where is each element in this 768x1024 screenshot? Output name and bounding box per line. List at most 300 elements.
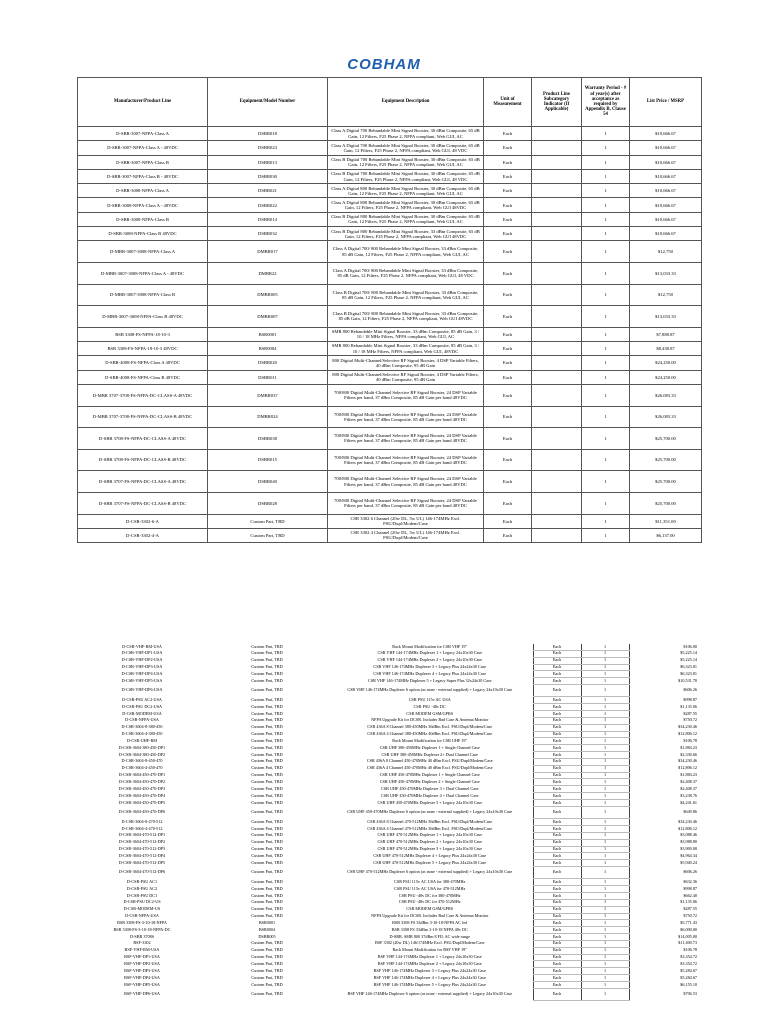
price-list-table xyxy=(77,77,702,543)
description-cell: CSR VHF 146-174MHz Duplexer 5 + Legacy Super Plus 32x24x30 Case xyxy=(368,677,492,683)
description-cell: CSR UHF 380-450MHz Duplexer 1 + Single Channel Case xyxy=(379,744,480,750)
warranty-cell: 1 xyxy=(581,657,629,664)
model-cell: Custom Part, TBD xyxy=(251,772,283,778)
manufacturer-cell: D-SBR 3707-FS-NFPA-DC-CLASS-B 48VDC xyxy=(78,492,208,514)
warranty-cell: 1 xyxy=(582,356,630,370)
warranty-cell: 1 xyxy=(581,961,629,968)
description-cell: CSR 436A 4 Channel 470-512MHz 36dBm Excl. PSU/Dupl/Modem/Case xyxy=(367,825,493,831)
model-cell: Custom Part, TBD xyxy=(251,852,283,858)
warranty-cell: 1 xyxy=(582,342,630,356)
description-cell: CSR UHF 470-512MHz Duplexer 5 + Legacy Plus 24x24x30 Case xyxy=(373,859,487,865)
model-cell: Custom Part, TBD xyxy=(251,696,283,702)
unit-cell: Each xyxy=(484,284,532,306)
price-cell: $2,330.66 xyxy=(680,751,697,757)
manufacturer-cell: D-CSR-MODEM-US xyxy=(123,906,161,912)
manufacturer-cell: D-SBR-4008-FS-NFPA-Class A 48VDC xyxy=(78,356,208,370)
warranty-cell: 1 xyxy=(581,940,629,947)
manufacturer-cell: D-MBR-3007-3008-NFPA-Class A - 48VDC xyxy=(78,262,208,284)
warranty-cell: 1 xyxy=(582,141,630,155)
manufacturer-cell: D-MBR 3707-3708-FS-NFPA-DC-CLASS-B 48VDC xyxy=(78,406,208,428)
unit-cell: Each xyxy=(533,724,581,731)
list-item xyxy=(77,758,701,765)
model-cell: Custom Part, TBD xyxy=(251,792,283,798)
model-cell: Custom Part, TBD xyxy=(251,670,283,676)
manufacturer-cell: D-MBR-3007-3008-NFPA-Class B xyxy=(78,284,208,306)
model-cell: DSBR022 xyxy=(208,198,328,212)
unit-cell: Each xyxy=(533,920,581,927)
manufacturer-cell: D-CSR-PSU DC1 xyxy=(126,892,158,898)
model-cell: Custom Part, TBD xyxy=(251,899,283,905)
manufacturer-cell: D-CSR-3604-450-470-DP3 xyxy=(118,785,166,791)
header-price: List Price / MSRP xyxy=(630,78,702,127)
price-cell: $25,700.00 xyxy=(630,428,702,450)
price-cell: $12,806.12 xyxy=(678,765,697,771)
model-cell: Custom Part, TBD xyxy=(251,974,283,980)
warranty-cell: 1 xyxy=(581,752,629,759)
description-cell: BSF VHF 144-174MHz Duplexer 2 + Legacy 24x10x30 Case xyxy=(377,961,482,966)
manufacturer-cell: D-CSR-3302-4-A xyxy=(78,528,208,542)
price-cell: $5,225.14 xyxy=(680,657,697,663)
description-cell: CSR 436A 4 Channel 380-450MHz 40dBm Excl. PSU/Dupl/Modem/Case xyxy=(367,731,493,737)
manufacturer-cell: BSF-VHF-DP1-USA xyxy=(124,954,160,960)
model-cell: Custom Part, TBD xyxy=(251,892,283,898)
model-cell: DSBR014 xyxy=(208,212,328,226)
model-cell: DSBR018 xyxy=(208,127,328,141)
price-cell: $5,225.14 xyxy=(680,650,697,656)
header-unit: Unit of Measurement xyxy=(484,78,532,127)
model-cell: Custom Part, TBD xyxy=(251,859,283,865)
price-cell: $649.86 xyxy=(683,809,697,815)
manufacturer-cell: D-MBR-3007-3008-NFPA-Class A xyxy=(78,241,208,263)
warranty-cell: 1 xyxy=(582,306,630,328)
manufacturer-cell: D-CSR-3604-470-512-DP5 xyxy=(118,859,166,865)
list-item xyxy=(77,940,701,947)
price-cell: $4,241.61 xyxy=(680,799,697,805)
manufacturer-cell: D-CSR-PSU DC2-US xyxy=(123,899,161,905)
manufacturer-cell: D-CSR-NFPA-USA xyxy=(125,717,159,723)
model-cell: Custom Part, TBD xyxy=(251,869,283,875)
unit-cell: Each xyxy=(533,650,581,657)
unit-cell: Each xyxy=(533,758,581,765)
list-item xyxy=(77,793,701,800)
warranty-cell: 1 xyxy=(581,975,629,982)
description-cell: Class A Digital 700 Rebandable Mini Signal Booster, 30 dBm Composite, 65 dB Gain, 12 Filters, F25 Phase 2, NFPA compliant, Web GUI, AC xyxy=(328,127,484,141)
cobham-logo: COBHAM xyxy=(347,56,421,73)
table-row xyxy=(78,342,702,356)
description-cell: CSR 436A 8 Channel 380-450MHz 36dBm Excl. PSU/Dupl/Modem/Case xyxy=(367,724,493,730)
price-cell: $998.87 xyxy=(683,885,697,891)
subcategory-cell xyxy=(532,127,582,141)
unit-cell: Each xyxy=(533,968,581,975)
model-cell: Custom Part, TBD xyxy=(251,967,283,973)
price-cell: $287.55 xyxy=(683,710,697,716)
unit-cell: Each xyxy=(484,528,532,542)
list-item xyxy=(77,731,701,738)
manufacturer-cell: D-SBR-3008-NFPA-Class B 48VDC xyxy=(78,227,208,241)
manufacturer-cell: D-CSR-NFPA-USA xyxy=(125,913,159,919)
warranty-cell: 1 xyxy=(581,906,629,913)
description-cell: Class B Digital 800 Rebandable Mini Signal Booster, 33 dBm Composite, 65 dB Gain, 12 Filters, F25 Phase 2, NFPA compliant, Web GUI 48VDC xyxy=(328,227,484,241)
model-cell: DSBR015 xyxy=(208,449,328,471)
price-cell: $10,666.67 xyxy=(630,198,702,212)
warranty-cell: 1 xyxy=(582,428,630,450)
description-cell: Class B Digital 700 Rebandable Mini Signal Booster, 30 dBm Composite, 65 dB Gain, 12 Filters, F25 Phase 2, NFPA compliant, Web GUI, AC xyxy=(328,155,484,169)
unit-cell: Each xyxy=(533,697,581,704)
unit-cell: Each xyxy=(484,356,532,370)
warranty-cell: 1 xyxy=(581,806,629,818)
price-cell: $25,700.00 xyxy=(630,492,702,514)
model-cell: Custom Part, TBD xyxy=(251,846,283,852)
price-cell: $10,531.70 xyxy=(678,677,697,683)
unit-cell: Each xyxy=(484,184,532,198)
unit-cell: Each xyxy=(533,913,581,920)
warranty-cell: 1 xyxy=(581,731,629,738)
manufacturer-cell: D-CSR-VHF-DP2-USA xyxy=(121,657,163,663)
list-item xyxy=(77,772,701,779)
manufacturer-cell: D-CSR-3604-8-470-512 xyxy=(121,818,163,824)
price-cell: $34,230.46 xyxy=(678,724,697,730)
table-row xyxy=(78,155,702,169)
description-cell: NFPA Upgrade Kit for DCSR. Includes Bad Case & Antenna Monitor xyxy=(371,913,489,919)
manufacturer-cell: D-SBR 3708S xyxy=(129,933,155,939)
unit-cell: Each xyxy=(533,678,581,685)
description-cell: BSF VHF 146-174MHz Duplexer 6 option (as none - external supplied) + Legacy 24x10x30 Case xyxy=(347,991,512,997)
unit-cell: Each xyxy=(484,449,532,471)
warranty-cell: 1 xyxy=(582,127,630,141)
warranty-cell: 1 xyxy=(581,765,629,772)
unit-cell: Each xyxy=(484,262,532,284)
subcategory-cell xyxy=(532,342,582,356)
warranty-cell: 1 xyxy=(581,678,629,685)
manufacturer-cell: D-CSR-VHF-DP1-USA xyxy=(121,650,163,656)
price-cell: $4,964.34 xyxy=(680,852,697,858)
list-item xyxy=(77,765,701,772)
table-row xyxy=(78,327,702,341)
header-model: Equipment/Model Number xyxy=(208,78,328,127)
description-cell: Rack Mount Modification for CSR VHF 19" xyxy=(392,644,468,649)
warranty-cell: 1 xyxy=(581,954,629,961)
price-cell: $11,400.73 xyxy=(678,940,697,946)
model-cell: Custom Part, TBD xyxy=(251,818,283,824)
description-cell: BSF VHF 146-174MHz Duplexer 4 + Legacy Plus 24x24x30 Case xyxy=(373,974,486,980)
warranty-cell: 1 xyxy=(581,968,629,975)
manufacturer-cell: D-CSR-3604-4-380-450 xyxy=(121,731,163,737)
warranty-cell: 1 xyxy=(581,671,629,678)
model-cell: Custom Part, TBD xyxy=(251,717,283,723)
list-item xyxy=(77,685,701,697)
list-item xyxy=(77,934,701,941)
unit-cell: Each xyxy=(484,384,532,406)
table-row xyxy=(78,141,702,155)
unit-cell: Each xyxy=(484,241,532,263)
description-cell: 700/800 Digital Multi-Channel Selective RF Signal Booster, 24 DSP Variable Filters per band, 37 dBm Composite, 85 dB Gain per band 48VDC xyxy=(328,471,484,493)
model-cell: DSBR023 xyxy=(208,141,328,155)
list-item xyxy=(77,906,701,913)
manufacturer-cell: D-CSR-3604-450-470-DP2 xyxy=(118,779,166,784)
model-cell: Custom Part, TBD xyxy=(251,954,283,960)
unit-cell: Each xyxy=(484,169,532,183)
unit-cell: Each xyxy=(533,879,581,886)
manufacturer-cell: D-CSR-PSU AC1 xyxy=(126,878,158,884)
description-cell: 700/800 Digital Multi-Channel Selective RF Signal Booster, 24 DSP Variable Filters per band, 37 dBm Composite, 85 dB Gain per band 48VDC xyxy=(328,384,484,406)
table-row xyxy=(78,241,702,263)
manufacturer-cell: D-SBR-3007-NFPA-Class A xyxy=(78,127,208,141)
unit-cell: Each xyxy=(533,671,581,678)
warranty-cell: 1 xyxy=(581,786,629,793)
list-item xyxy=(77,913,701,920)
warranty-cell: 1 xyxy=(581,839,629,846)
unit-cell: Each xyxy=(533,954,581,961)
model-cell: Custom Part, TBD xyxy=(251,644,283,649)
warranty-cell: 1 xyxy=(581,772,629,779)
warranty-cell: 1 xyxy=(581,793,629,800)
manufacturer-cell: BSF-VHF-RM-USA xyxy=(124,947,160,953)
warranty-cell: 1 xyxy=(581,704,629,711)
subcategory-cell xyxy=(532,428,582,450)
manufacturer-cell: D-CSR-3604-470-512-DP3 xyxy=(118,846,166,852)
description-cell: Class B Digital 700/ 800 Rebandable Mini Signal Booster, 33 dBm Composite, 85 dB Gain, 12 Filters, F25 Phase 2, NFPA compliant, Web GUI 48VDC xyxy=(328,306,484,328)
price-cell: $106.00 xyxy=(683,644,697,649)
manufacturer-cell: D-CSR-3604-8-380-450 xyxy=(121,724,163,730)
manufacturer-cell: D-CSR-3604-8-450-470 xyxy=(121,758,163,764)
price-cell: $606.26 xyxy=(683,687,697,693)
manufacturer-cell: D-SBR-3007-NFPA-Class B xyxy=(78,155,208,169)
description-cell: CSR PSU 115v AC USA for 470-512MHz xyxy=(394,885,466,891)
description-cell: CSR UHF 470-512MHz Duplexer 6 option (as none - external supplied) + Legacy 24x10x30 Case xyxy=(347,869,513,875)
model-cell: Custom Part, TBD xyxy=(251,878,283,884)
warranty-cell: 1 xyxy=(582,406,630,428)
warranty-cell: 1 xyxy=(581,893,629,900)
warranty-cell: 1 xyxy=(582,169,630,183)
subcategory-cell xyxy=(532,198,582,212)
header-description: Equipment Description xyxy=(328,78,484,127)
manufacturer-cell: BSF-VHF-DP5-USA xyxy=(124,981,160,987)
model-cell: Custom Part, TBD xyxy=(251,650,283,656)
warranty-cell: 1 xyxy=(581,886,629,893)
unit-cell: Each xyxy=(533,832,581,839)
warranty-cell: 1 xyxy=(582,492,630,514)
list-item xyxy=(77,724,701,731)
model-cell: DSBR020 xyxy=(208,356,328,370)
subcategory-cell xyxy=(532,184,582,198)
description-cell: 700/800 Digital Multi-Channel Selective RF Signal Booster, 24 DSP Variable Filters per band, 37 dBm Composite, 85 dB Gain per band 48VDC xyxy=(328,449,484,471)
model-cell: Custom Part, TBD xyxy=(251,839,283,845)
list-item xyxy=(77,988,701,1000)
subcategory-cell xyxy=(532,284,582,306)
unit-cell: Each xyxy=(533,779,581,786)
warranty-cell: 1 xyxy=(582,198,630,212)
subcategory-cell xyxy=(532,384,582,406)
table-row xyxy=(78,284,702,306)
header-warranty: Warranty Period - # of year(s) after acceptance as required by Appendix B, Clause 54 xyxy=(582,78,630,127)
subcategory-cell xyxy=(532,471,582,493)
description-cell: CSR PSU 115v AC USA for 380-470MHz xyxy=(394,878,466,884)
model-cell: Custom Part, TBD xyxy=(251,677,283,683)
unit-cell: Each xyxy=(533,685,581,697)
description-cell: Rack Mount Modification for CSR UHF 19" xyxy=(392,737,468,743)
description-cell: SMR 800 Rebandable Mini Signal Booster, 33 dBm Composite, 85 dB Gain, 3 / 10 / 18 MHz Filters, NFPA compliant, Web GUI, 48VDC xyxy=(328,342,484,356)
description-cell: Class A Digital 800 Rebandable Mini Signal Booster, 30 dBm Composite, 65 dB Gain, 12 Filters, F25 Phase 2, NFPA compliant, Web GUI 48VDC xyxy=(328,198,484,212)
unit-cell: Each xyxy=(533,806,581,818)
model-cell: Custom Part, TBD xyxy=(251,947,283,953)
description-cell: CSR VHF 146-174MHz Duplexer 4 + Legacy Plus 24x24x30 Case xyxy=(373,670,487,676)
model-cell: DSBR030 xyxy=(208,169,328,183)
model-cell: DMBR005 xyxy=(208,284,328,306)
list-item xyxy=(77,779,701,786)
unit-cell: Each xyxy=(533,819,581,826)
warranty-cell: 1 xyxy=(582,212,630,226)
description-cell: CSR UHF 450-470MHz Duplexer 3 + Dual Channel Case xyxy=(380,785,479,791)
description-cell: 800 Digital Multi-Channel/Selective RF Signal Booster, 4 DSP Variable Filters, 40 dBm Composite, 95 dB Gain xyxy=(328,356,484,370)
price-cell: $750.72 xyxy=(683,717,697,723)
warranty-cell: 1 xyxy=(581,846,629,853)
model-cell: Custom Part, TBD xyxy=(208,514,328,528)
manufacturer-cell: D-MBR-3007-3008-NFPA-Class B 48VDC xyxy=(78,306,208,328)
subcategory-cell xyxy=(532,155,582,169)
unit-cell: Each xyxy=(533,982,581,989)
list-item xyxy=(77,738,701,745)
unit-cell: Each xyxy=(484,471,532,493)
warranty-cell: 1 xyxy=(581,819,629,826)
unit-cell: Each xyxy=(484,514,532,528)
price-cell: $5,284.67 xyxy=(680,967,697,973)
model-cell: Custom Part, TBD xyxy=(251,832,283,838)
list-item xyxy=(77,947,701,954)
description-cell: CSR UHF 450-470MHz Duplexer 6 option (as none - external supplied) + Legacy 24x10x30 Case xyxy=(347,809,513,815)
price-cell: $24,250.00 xyxy=(630,370,702,384)
description-cell: CSR VHF 146-174MHz Duplexer 3 + Legacy Plus 24x24x30 Case xyxy=(373,664,487,670)
manufacturer-cell: D-SBR-4008-FS-NFPA-Class B 48VDC xyxy=(78,370,208,384)
description-cell: Class A Digital 700/ 800 Rebandable Mini Signal Booster, 33 dBm Composite, 85 dB Gain, 12 Filters, F25 Phase 2, NFPA compliant, Web GUI, 48 VDC xyxy=(328,262,484,284)
description-cell: CSR UHF 450-470MHz Duplexer 2 + Single Channel Case xyxy=(379,779,480,784)
price-cell: $662.40 xyxy=(683,892,697,898)
model-cell: DSBR013 xyxy=(208,155,328,169)
price-cell: $2,408.37 xyxy=(680,779,697,784)
unit-cell: Each xyxy=(484,227,532,241)
list-item xyxy=(77,650,701,657)
manufacturer-cell: D-CSR-VHF-RM-USA xyxy=(122,644,162,649)
price-cell: $6,323.01 xyxy=(680,664,697,670)
subcategory-cell xyxy=(532,449,582,471)
price-cell: $3,900.00 xyxy=(680,846,697,852)
price-cell: $106.78 xyxy=(683,947,697,953)
description-cell: CSR UHF 380-450MHz Duplexer 2+ Dual Channel Case xyxy=(381,751,478,757)
price-cell: $12,750 xyxy=(630,284,702,306)
warranty-cell: 1 xyxy=(582,528,630,542)
unit-cell: Each xyxy=(533,893,581,900)
unit-cell: Each xyxy=(533,860,581,867)
manufacturer-cell: D-SBR 3707-FS-NFPA-DC-CLASS-A 48VDC xyxy=(78,471,208,493)
manufacturer-cell: D-CSR-VHF-DP3-USA xyxy=(121,664,163,670)
list-item xyxy=(77,982,701,989)
model-cell: Custom Part, TBD xyxy=(251,758,283,764)
list-item xyxy=(77,886,701,893)
price-cell: $750.72 xyxy=(683,913,697,919)
unit-cell: Each xyxy=(533,717,581,724)
description-cell: BSR 3308 FS 33dBm 3-10-18-NFPA AC fed xyxy=(392,919,468,925)
unit-cell: Each xyxy=(533,745,581,752)
manufacturer-cell: BSF-VHF-DP6-USA xyxy=(124,991,160,997)
description-cell: CSR VHF 144-174MHz Duplexer 1 + Legacy 24x10x30 Case xyxy=(377,650,482,656)
warranty-cell: 1 xyxy=(581,745,629,752)
unit-cell: Each xyxy=(533,867,581,879)
description-cell: CSR UHF 470-512MHz Duplexer 1 + Legacy 24x10x30 Case xyxy=(377,832,482,838)
description-cell: BSF 3302 (20w DL) 146/174MHz Excl. PSU/Dupl/Modem/Case xyxy=(375,940,485,946)
unit-cell: Each xyxy=(533,934,581,941)
price-cell: $10,666.67 xyxy=(630,169,702,183)
subcategory-cell xyxy=(532,327,582,341)
accessory-price-body xyxy=(77,644,701,1001)
description-cell: BSR 3308 FS 33dBm 3-10-18 NFPA 48v DC xyxy=(391,926,468,932)
model-cell: DMBR017 xyxy=(208,241,328,263)
subcategory-cell xyxy=(532,262,582,284)
warranty-cell: 1 xyxy=(581,644,629,650)
price-cell: $10,666.67 xyxy=(630,184,702,198)
price-cell: $6,000.00 xyxy=(680,926,697,932)
model-cell: Custom Part, TBD xyxy=(251,799,283,805)
list-item xyxy=(77,899,701,906)
warranty-cell: 1 xyxy=(581,664,629,671)
warranty-cell: 1 xyxy=(582,184,630,198)
unit-cell: Each xyxy=(484,370,532,384)
description-cell: CSR 436A 8 Channel 470-512MHz 36dBm Excl. PSU/Dupl/Modem/Case xyxy=(367,818,493,824)
list-item xyxy=(77,853,701,860)
warranty-cell: 1 xyxy=(582,227,630,241)
unit-cell: Each xyxy=(533,927,581,934)
warranty-cell: 1 xyxy=(581,724,629,731)
manufacturer-cell: D-SBR-3008-NFPA-Class A - 48VDC xyxy=(78,198,208,212)
price-cell: $1,884.23 xyxy=(680,744,697,750)
description-cell: BSF VHF 146-174MHz Duplexer 3 + Legacy Plus 24x24x30 Case xyxy=(373,967,486,973)
model-cell: DMBR22 xyxy=(208,262,328,284)
warranty-cell: 1 xyxy=(582,241,630,263)
warranty-cell: 1 xyxy=(581,697,629,704)
table-row xyxy=(78,370,702,384)
price-cell: $25,700.00 xyxy=(630,449,702,471)
warranty-cell: 1 xyxy=(581,913,629,920)
description-cell: CSR MODEM GSM/GPRS xyxy=(406,710,454,716)
subcategory-cell xyxy=(532,406,582,428)
warranty-cell: 1 xyxy=(581,650,629,657)
list-item xyxy=(77,704,701,711)
unit-cell: Each xyxy=(533,731,581,738)
manufacturer-cell: BSR 3308-FS-3-10-18-NFPA xyxy=(117,919,167,925)
price-cell: $10,666.67 xyxy=(630,155,702,169)
model-cell: DSBR011 xyxy=(208,370,328,384)
warranty-cell: 1 xyxy=(581,899,629,906)
unit-cell: Each xyxy=(533,961,581,968)
price-cell: $10,666.67 xyxy=(630,212,702,226)
model-cell: Custom Part, TBD xyxy=(251,687,283,693)
model-cell: DSBR021 xyxy=(208,184,328,198)
unit-cell: Each xyxy=(533,839,581,846)
description-cell: Class A Digital 700 Rebandable Mini Signal Booster, 30 dBm Composite, 65 dB Gain, 12 Filters, F25 Phase 2, NFPA compliant, Web GUI, 48 VDC xyxy=(328,141,484,155)
warranty-cell: 1 xyxy=(581,867,629,879)
table-row xyxy=(78,471,702,493)
manufacturer-cell: D-CSR-3604-470-512-DP4 xyxy=(118,852,166,858)
price-cell: $12,750 xyxy=(630,241,702,263)
list-item xyxy=(77,867,701,879)
warranty-cell: 1 xyxy=(581,879,629,886)
model-cell: Custom Part, TBD xyxy=(251,981,283,987)
list-item xyxy=(77,657,701,664)
table-row xyxy=(78,356,702,370)
manufacturer-cell: D-CSR-VHF-DP4-USA xyxy=(121,670,163,676)
price-cell: $3,238.76 xyxy=(680,792,697,798)
unit-cell: Each xyxy=(533,793,581,800)
price-cell: $6,137.00 xyxy=(630,528,702,542)
model-cell: Custom Part, TBD xyxy=(251,765,283,771)
